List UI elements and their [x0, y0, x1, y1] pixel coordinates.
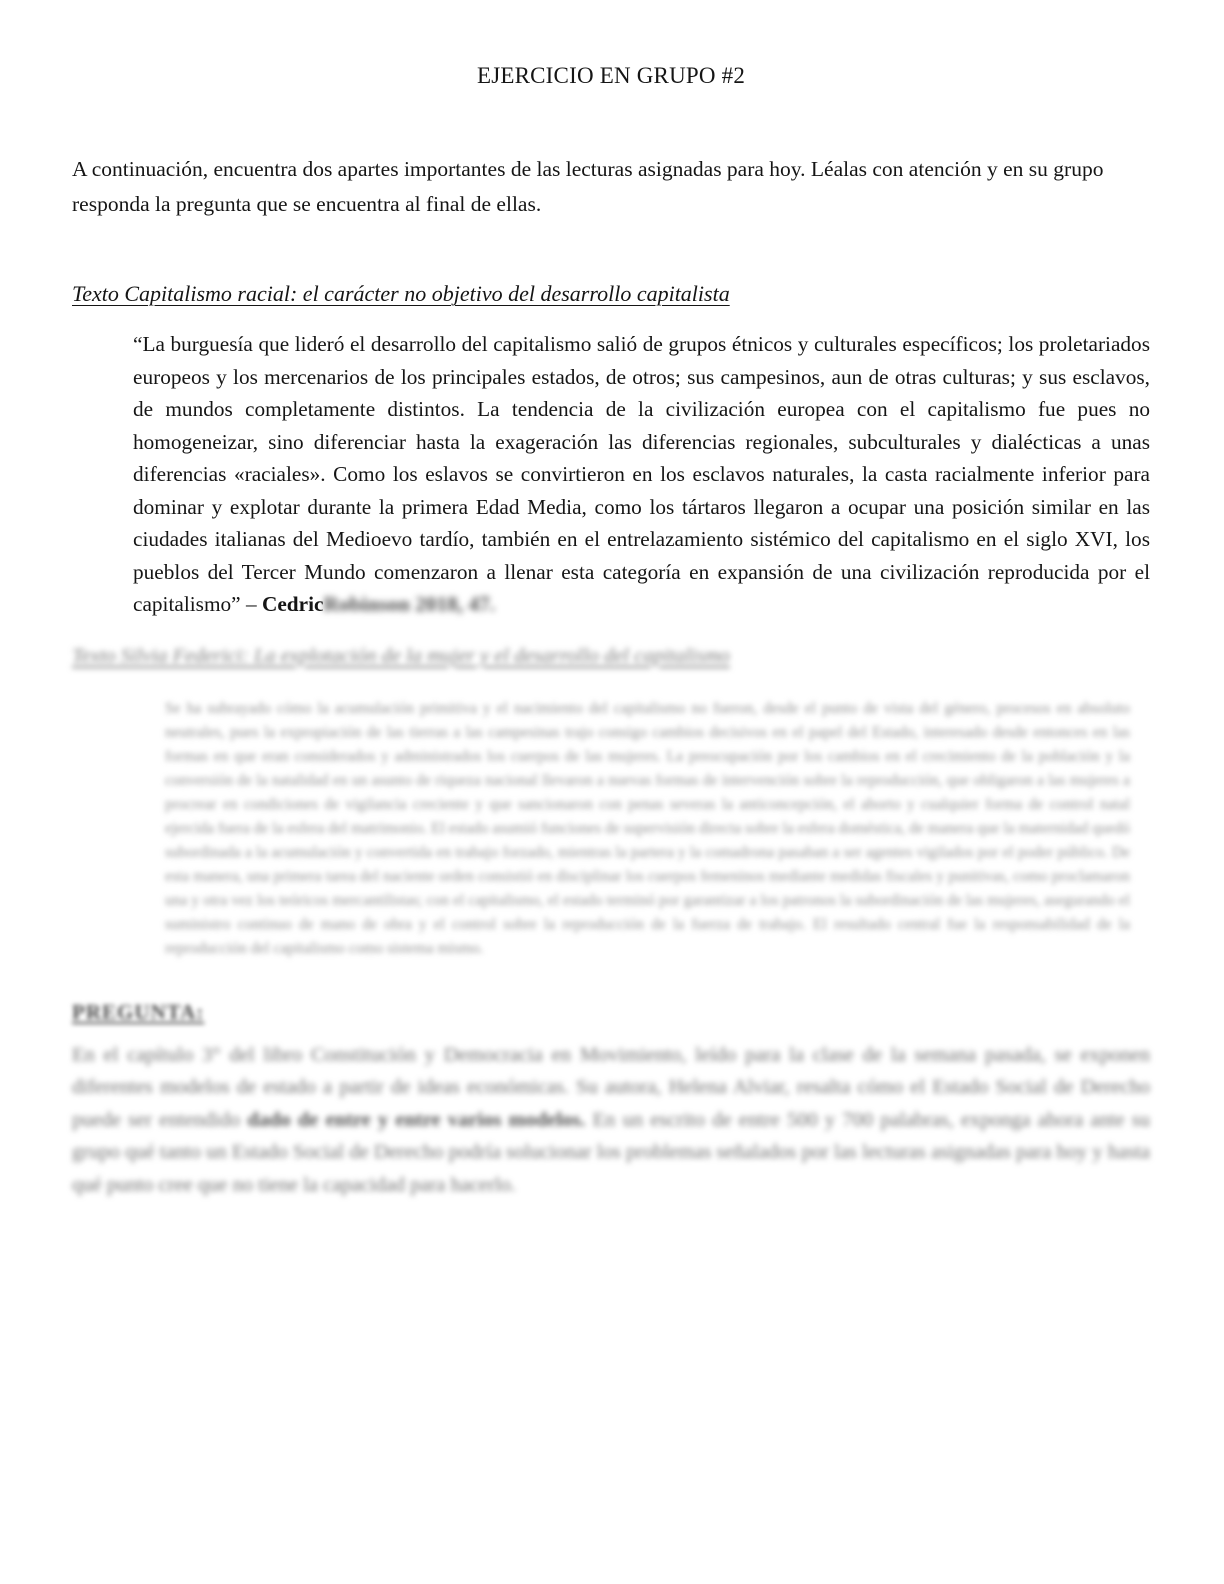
- intro-paragraph: A continuación, encuentra dos apartes importantes de las lecturas asignadas para hoy. Léalas con atención y en su grupo responda la pregunta que se encuentra al final de ellas.: [72, 157, 1104, 216]
- page-title: EJERCICIO EN GRUPO #2: [476, 63, 746, 88]
- racial-capitalism-quote-paragraph: [133, 328, 1150, 621]
- question-heading-blurred: PREGUNTA:: [72, 999, 205, 1024]
- question-text-pre: En el capítulo 3° del libro Constitución y Democracia en Movimiento, leído para la clase de la semana pasada, se exponen diferentes modelos de estado a partir de ideas económicas. Su autora, Helena Alviar, resalta cómo el Estado Social de Derecho puede ser entendido: [72, 1043, 1150, 1131]
- section-racial-capitalism-heading: Texto Capitalismo racial: el carácter no objetivo del desarrollo capitalista: [72, 281, 730, 306]
- question-paragraph-blurred: [72, 1039, 1150, 1202]
- question-heading-row: [72, 961, 1150, 1025]
- question-text-bold: dado de entre y entre varios modelos.: [247, 1108, 586, 1131]
- federici-paragraph-blurred: Se ha subrayado cómo la acumulación primitiva y el nacimiento del capitalismo no fueron, desde el punto de vista del género, procesos en absoluto neutrales, pues la expropiación de las tierras a las campesinas trajo consigo cambios decisivos en el papel del Estado, interesado desde entonces en las formas en que eran considerados y administrados los cuerpos de las mujeres. La preocupación por los cambios en el crecimiento de la población y la conversión de la natalidad en un asunto de riqueza nacional llevaron a nuevas formas de intervención sobre la reproducción, que obligaron a las mujeres a procrear en condiciones de vigilancia creciente y que sancionaron con penas severas la anticoncepción, el aborto y cualquier forma de control natal ejercida fuera de la esfera del matrimonio. El estado asumió funciones de supervisión directa sobre la esfera doméstica, de manera que la maternidad quedó subordinada a la acumulación y convertida en trabajo forzado, mientras la partera y la comadrona pasaban a ser agentes vigilados por el poder público. De esta manera, una primera tarea del naciente orden consistió en disciplinar los cuerpos femeninos mediante medidas fiscales y punitivas, como proclamaron una y otra vez los teóricos mercantilistas; con el capitalismo, el estado terminó por garantizar a los patronos la subordinación de las mujeres, asegurando el suministro continuo de mano de obra y el control sobre la reproducción de la fuerza de trabajo. El resultado central fue la responsabilidad de la reproducción del capitalismo como sistema mismo.: [165, 699, 1130, 957]
- racial-quote-text: “La burguesía que lideró el desarrollo del capitalismo salió de grupos étnicos y culturales específicos; los proletariados europeos y los mercenarios de los principales estados, de otros; sus campesinos, aun de otras culturas; y sus esclavos, de mundos completamente distintos. La tendencia de la civilización europea con el capitalismo fue pues no homogeneizar, sino diferenciar hasta la exageración las diferencias regionales, subculturales y dialécticas a unas diferencias «raciales». Como los eslavos se convirtieron en los esclavos naturales, la casta racialmente inferior para dominar y explotar durante la primera Edad Media, como los tártaros llegaron a ocupar una posición similar en las ciudades italianas del Medioevo tardío, también en el entrelazamiento sistémico del capitalismo en el siglo XVI, los pueblos del Tercer Mundo comenzaron a llenar esta categoría en expansión de una civilización reproducida por el capitalismo” –: [133, 332, 1150, 616]
- quote-attribution-citation-blurred: Robinson 2018, 47.: [323, 592, 496, 616]
- question-text-post: En un escrito de entre 500 y 700 palabras, exponga ahora ante su grupo qué tanto un Estado Social de Derecho podría solucionar los problemas señalados por las lecturas asignadas para hoy y hasta qué punto cree que no tiene la capacidad para hacerlo.: [72, 1108, 1150, 1196]
- section-federici-heading-blurred: Texto Silvia Federici: La explotación de la mujer y el desarrollo del capitalismo: [72, 644, 730, 667]
- quote-attribution-author: Cedric: [261, 592, 324, 616]
